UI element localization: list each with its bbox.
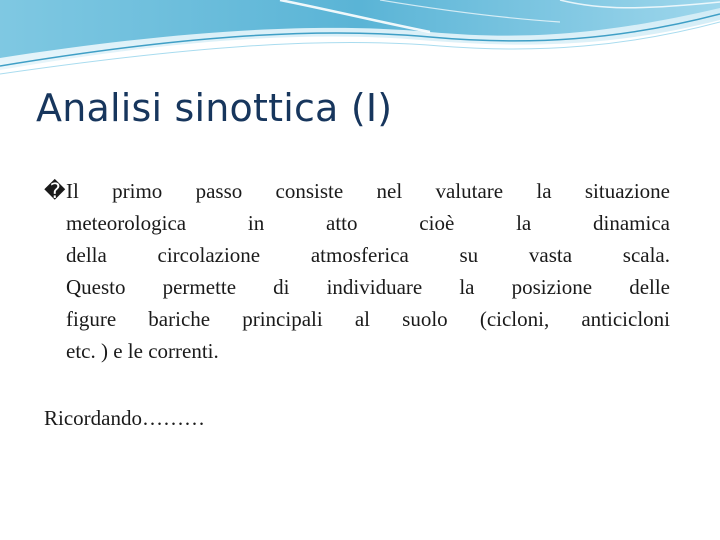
bullet-line: della circolazione atmosferica su vasta scala. xyxy=(66,243,670,267)
bullet-marker-icon: � xyxy=(44,179,66,203)
decorative-wave-header xyxy=(0,0,720,90)
bullet-line: figure bariche principali al suolo (cicloni, anticicloni xyxy=(66,307,670,331)
closing-note: Ricordando……… xyxy=(44,406,205,430)
page-title: Analisi sinottica (I) xyxy=(36,86,393,130)
bullet-line xyxy=(44,175,670,207)
bullet-line: meteorologica in atto cioè la dinamica xyxy=(66,211,670,235)
bullet-line: etc. ) e le correnti. xyxy=(66,339,219,363)
bullet-line-text: Il primo passo consiste nel valutare la situazione xyxy=(66,179,670,203)
bullet-line: Questo permette di individuare la posizione delle xyxy=(66,275,670,299)
bullet-paragraph xyxy=(44,175,670,367)
